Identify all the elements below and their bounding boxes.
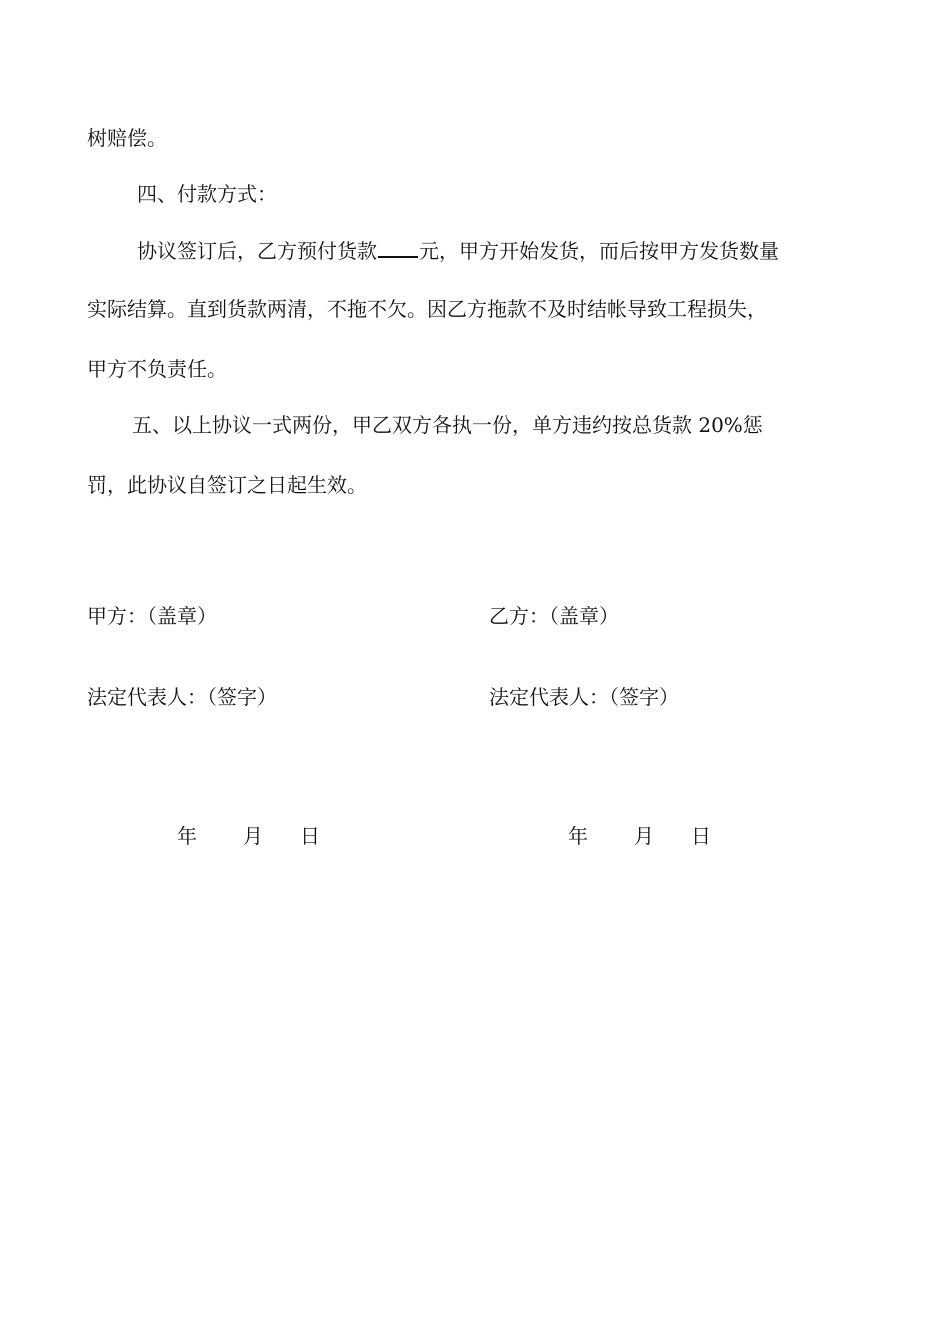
section-5-paragraph-line-2: 罚，此协议自签订之日起生效。 [87, 473, 367, 497]
party-b-date-year: 年 [568, 824, 588, 848]
party-a-date-day: 日 [300, 824, 320, 848]
section-4-paragraph-line-3: 甲方不负责任。 [87, 357, 227, 381]
section-4-heading: 四、付款方式： [137, 182, 277, 206]
party-a-seal-label: 甲方：（盖章） [87, 604, 217, 628]
party-b-representative-label: 法定代表人：（签字） [489, 685, 679, 709]
party-a-date-year: 年 [177, 824, 197, 848]
party-b-date-month: 月 [634, 824, 654, 848]
section-4-paragraph-line-2: 实际结算。直到货款两清，不拖不欠。因乙方拖款不及时结帐导致工程损失， [87, 297, 767, 321]
payment-text-before-blank: 协议签订后，乙方预付货款 [137, 239, 377, 263]
party-b-seal-label: 乙方：（盖章） [489, 604, 619, 628]
payment-text-after-blank: 元，甲方开始发货，而后按甲方发货数量 [419, 239, 779, 263]
section-4-paragraph-line-1 [137, 238, 779, 262]
paragraph-continuation: 树赔偿。 [87, 126, 167, 150]
party-a-representative-label: 法定代表人：（签字） [87, 685, 277, 709]
party-b-date-day: 日 [691, 824, 711, 848]
party-a-date-month: 月 [243, 824, 263, 848]
amount-blank-field [378, 238, 418, 258]
section-5-paragraph-line-1: 五、以上协议一式两份，甲乙双方各执一份，单方违约按总货款 20%惩 [132, 413, 763, 437]
